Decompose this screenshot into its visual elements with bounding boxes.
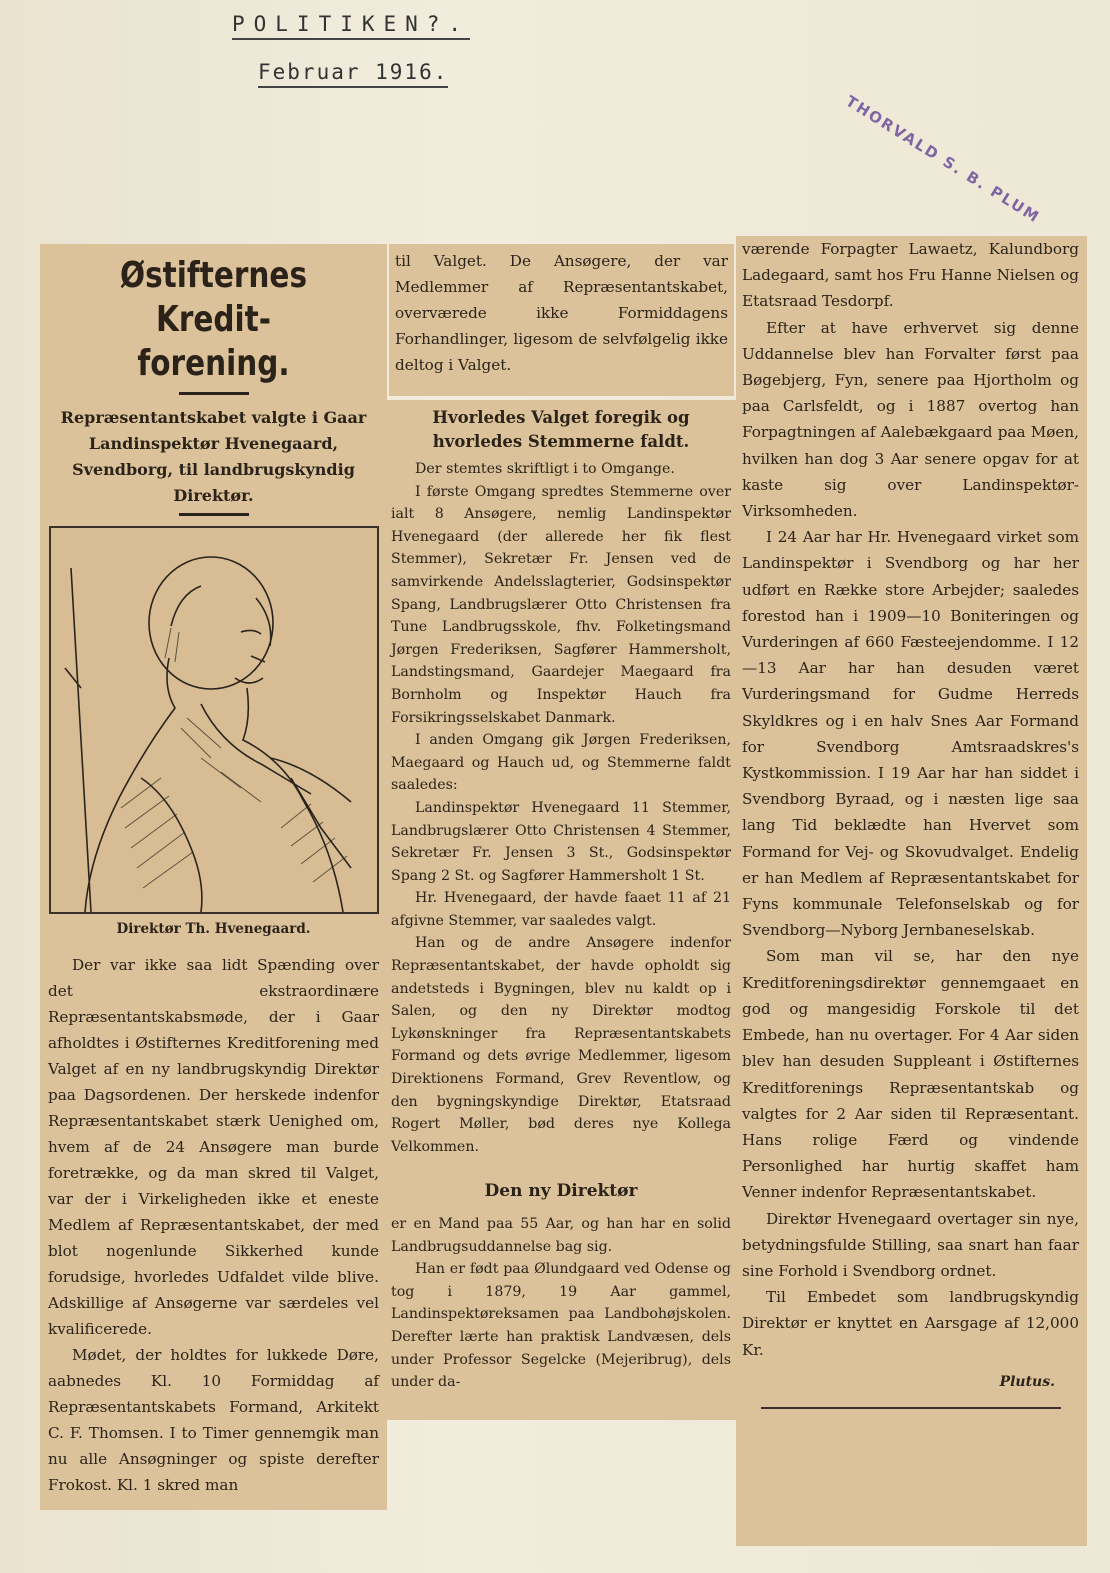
article-column-2 [383, 400, 739, 1420]
paragraph: Som man vil se, har den nye Kreditforeningsdirektør gennemgaaet en god og mangesidig Forskole til det Embede, han nu overtager. For 4 Aar siden blev han desuden Suppleant i Østifternes Kreditforenings Repræsentantskab og valgtes for 2 Aar siden til Repræsentant. Hans rolige Færd og vindende Personlighed har hurtig skaffet ham Venner indenfor Repræsentantskabet. [742, 947, 1079, 1202]
subheading-voting: Hvorledes Valget foregik og hvorledes Stemmerne faldt. [432, 408, 690, 451]
paragraph: Mødet, der holdtes for lukkede Døre, aabnedes Kl. 10 Formiddag af Repræsentantskabets Formand, Arkitekt C. F. Thomsen. I to Timer gennemgik man nu alle Ansøgninger og spiste derefter Frokost. Kl. 1 skred man [48, 1346, 379, 1494]
article-title [78, 254, 349, 386]
end-rule [761, 1407, 1061, 1409]
paragraph: Til Embedet som landbrugskyndig Direktør er knyttet en Aarsgage af 12,000 Kr. [742, 1288, 1079, 1359]
paragraph: Efter at have erhvervet sig denne Uddannelse blev han Forvalter først paa Bøgebjerg, Fyn, senere paa Hjortholm og paa Carlsfeldt, og i 1887 overtog han Forpagtningen af Aalebækgaard paa Møen, hvilken han dog 3 Aar senere opgav for at kaste sig over Landinspektør-Virksomheden. [742, 318, 1079, 521]
paragraph: Der var ikke saa lidt Spænding over det ekstraordinære Repræsentantskabsmøde, der i Gaar afholdtes i Østifternes Kreditforening med Valget af en ny landbrugskyndig Direktør paa Dagsordenen. Der herskede indenfor Repræsentantskabet stærk Uenighed om, hvem af de 24 Ansøgere man burde foretrække, og da man skred til Valget, var der i Virkeligheden ikke et eneste Medlem af Repræsentantskabet, der med blot nogenlunde Sikkerhed kunde forudsige, hvorledes Udfaldet vilde blive. Adskillige af Ansøgerne var særdeles vel kvalificerede. [48, 956, 379, 1338]
article-column-1 [40, 244, 387, 1510]
deck-rule [179, 513, 249, 516]
paragraph: I anden Omgang gik Jørgen Frederiksen, Maegaard og Hauch ud, og Stemmerne faldt saaledes: [391, 732, 731, 794]
paragraph: I 24 Aar har Hr. Hvenegaard virket som Landinspektør i Svendborg og har her udført en Række store Arbejder; saaledes forestod han i 1909—10 Boniteringen og Vurderingen af 660 Fæsteejendomme. I 12—13 Aar har han desuden været Vurderingsmand for Gudme Herreds Skyldkres og i en halv Snes Aar Formand for Svendborg Amtsraadskres's Kystkommission. I 19 Aar har han siddet i Svendborg Byraad, og i næsten lige saa lang Tid beklædte han Hvervet som Formand for Vej- og Skovudvalget. Endelig er han Medlem af Repræsentantskabet for Fyns kommunale Telefonselskab og for Svendborg—Nyborg Jernbaneselskab. [742, 528, 1079, 940]
portrait-illustration [49, 526, 379, 914]
paragraph: Han er født paa Ølundgaard ved Odense og tog i 1879, 19 Aar gammel, Landinspektøreksamen paa Landbohøjskolen. Derefter lærte han praktisk Landvæsen, dels under Professor Segelcke (Mejeribrug), dels under da- [391, 1261, 731, 1391]
newspaper-name: POLITIKEN?. [232, 12, 470, 40]
collector-stamp: THORVALD S. B. PLUM [842, 92, 1044, 227]
subheading-new-director: Den ny Direktør [484, 1181, 638, 1202]
paragraph: Direktør Hvenegaard overtager sin nye, betydningsfulde Stilling, saa snart han faar sine Forhold i Svendborg ordnet. [742, 1209, 1079, 1280]
paragraph: I første Omgang spredtes Stemmerne over ialt 8 Ansøgere, nemlig Landinspektør Hvenegaard (der allerede her fik flest Stemmer), Sekretær Fr. Jensen ved de samvirkende Andelsslagterier, Godsinspektør Spang, Landbrugslærer Otto Christensen fra Tune Landbrugsskole, fhv. Folketingsmand Jørgen Frederiksen, Sagfører Hammersholt, Landstingsmand, Gaardejer Maegaard fra Bornholm og Inspektør Hauch fra Forsikringsselskabet Danmark. [391, 483, 731, 726]
article-column-3 [736, 236, 1087, 1546]
title-line-2: forening. [137, 343, 290, 384]
paragraph: er en Mand paa 55 Aar, og han har en solid Landbrugsuddannelse bag sig. [391, 1216, 731, 1255]
paragraph: Hr. Hvenegaard, der havde faaet 11 af 21 afgivne Stemmer, var saaledes valgt. [391, 890, 731, 929]
author-signature: Plutus. [999, 1373, 1055, 1390]
paragraph: Han og de andre Ansøgere indenfor Repræsentantskabet, der havde opholdt sig andetsteds i Bygningen, blev nu kaldt op i Salen, og den ny Direktør modtog Lykønskninger fra Repræsentantskabets Formand og dets øvrige Medlemmer, ligesom Direktionens Formand, Grev Reventlow, og den bygningskyndige Direktør, Etatsraad Rogert Møller, bød deres nye Kollega Velkommen. [391, 935, 731, 1155]
article-column-2-top [389, 244, 734, 396]
paragraph: til Valget. De Ansøgere, der var Medlemmer af Repræsentantskabet, overværede ikke Formiddagens Forhandlinger, ligesom de selvfølgelig ikke deltog i Valget. [395, 252, 728, 374]
clipping-date: Februar 1916. [258, 60, 448, 88]
title-line-1: Østifternes Kredit- [119, 255, 308, 340]
article-deck: Repræsentantskabet valgte i Gaar Landinspektør Hvenegaard, Svendborg, til landbrugskyndig Direktør. [60, 408, 367, 505]
portrait-caption: Direktør Th. Hvenegaard. [116, 921, 311, 937]
portrait-sketch [51, 528, 377, 912]
title-rule [179, 392, 249, 395]
paragraph: Landinspektør Hvenegaard 11 Stemmer, Landbrugslærer Otto Christensen 4 Stemmer, Sekretær Fr. Jensen 3 St., Godsinspektør Spang 2 St. og Sagfører Hammersholt 1 St. [391, 799, 731, 884]
paragraph: værende Forpagter Lawaetz, Kalundborg Ladegaard, samt hos Fru Hanne Nielsen og Etatsraad Tesdorpf. [742, 240, 1079, 311]
paragraph: Der stemtes skriftligt i to Omgange. [415, 461, 675, 477]
